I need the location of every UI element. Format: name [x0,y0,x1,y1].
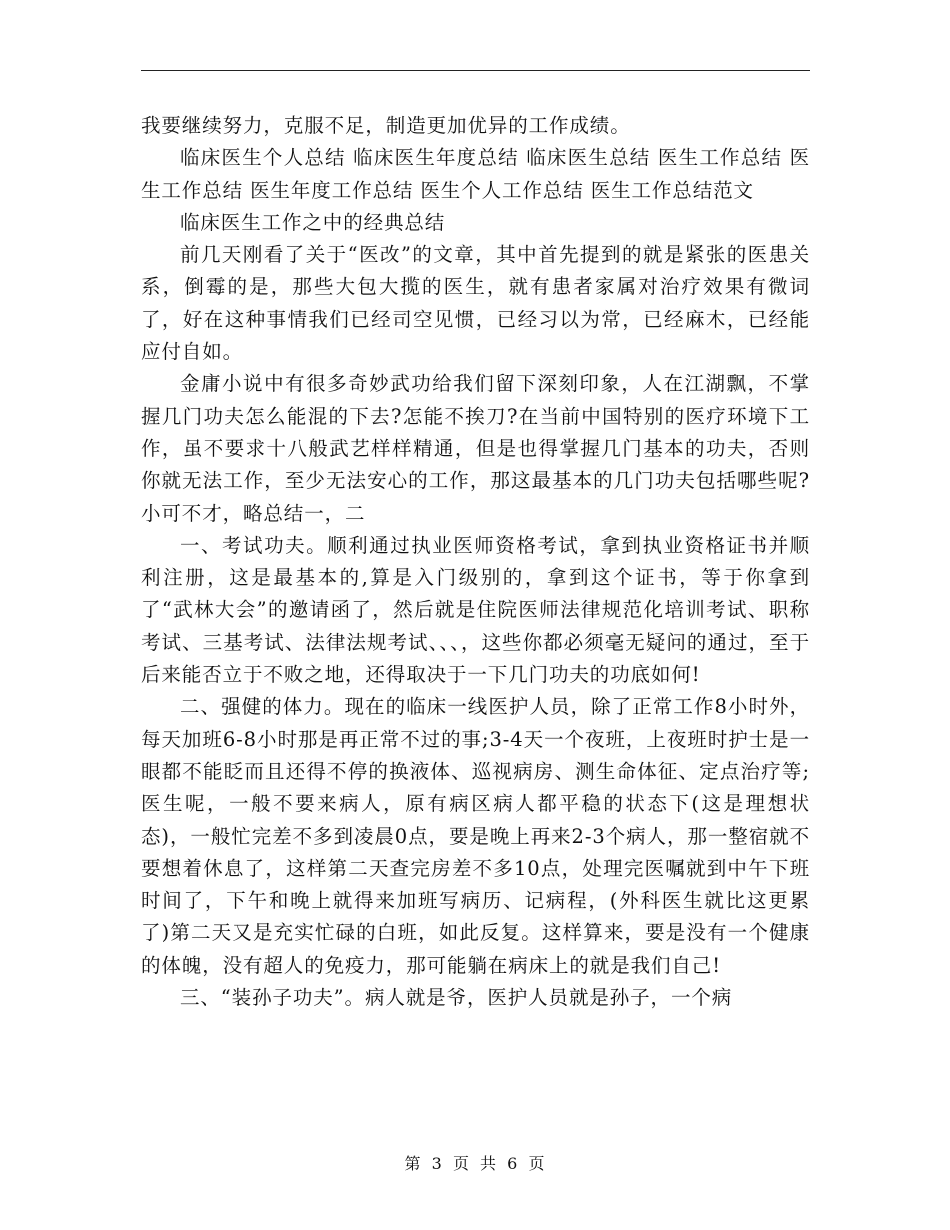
footer-total-word: 共 [480,1154,498,1173]
footer-prefix: 第 [404,1154,422,1173]
paragraph: 我要继续努力，克服不足，制造更加优异的工作成绩。 [141,114,631,137]
section-title: 临床医生工作之中的经典总结 [180,210,446,234]
total-page-count: 6 [507,1154,519,1173]
paragraph: 二、强健的体力。现在的临床一线医护人员，除了正常工作8小时外，每天加班6-8小时那是再正常不过的事;3-4天一个夜班，上夜班时护士是一眼都不能眨而且还得不停的换液体、巡视病房、测生命体征、定点治疗等;医生呢，一般不要来病人，原有病区病人都平稳的状态下(这是理想状态)，一般忙完差不多到凌晨0点，要是晚上再来2-3个病人，那一整宿就不要想着休息了，这样第二天查完房差不多10点，处理完医嘱就到中午下班时间了，下午和晚上就得来加班写病历、记病程，(外科医生就比这更累了)第二天又是充实忙碌的白班，如此反复。这样算来，要是没有一个健康的体魄，没有超人的免疫力，那可能躺在病床上的就是我们自己! [141,695,810,977]
paragraph: 金庸小说中有很多奇妙武功给我们留下深刻印象，人在江湖飘，不掌握几门功夫怎么能混的下去?怎能不挨刀?在当前中国特别的医疗环境下工作，虽不要求十八般武艺样样精通，但是也得掌握几门基本的功夫，否则你就无法工作，至少无法安心的工作，那这最基本的几门功夫包括哪些呢?小可不才，略总结一，二 [141,372,810,525]
footer-page-word: 页 [452,1154,470,1173]
header-rule [141,70,810,71]
document-body [141,110,810,1014]
page-footer [0,1153,950,1175]
footer-suffix: 页 [528,1154,546,1173]
current-page-number: 3 [431,1154,443,1173]
paragraph: 一、考试功夫。顺利通过执业医师资格考试，拿到执业资格证书并顺利注册，这是最基本的,算是入门级别的，拿到这个证书，等于你拿到了“武林大会”的邀请函了，然后就是住院医师法律规范化培训考试、职称考试、三基考试、法律法规考试、、、，这些你都必须毫无疑问的通过，至于后来能否立于不败之地，还得取决于一下几门功夫的功底如何! [141,533,810,687]
paragraph: 临床医生个人总结 临床医生年度总结 临床医生总结 医生工作总结 医生工作总结 医生年度工作总结 医生个人工作总结 医生工作总结范文 [141,146,810,202]
paragraph: 前几天刚看了关于“医改”的文章，其中首先提到的就是紧张的医患关系，倒霉的是，那些大包大揽的医生，就有患者家属对治疗效果有微词了，好在这种事情我们已经司空见惯，已经习以为常，已经麻木，已经能应付自如。 [141,243,810,364]
paragraph: 三、“装孙子功夫”。病人就是爷，医护人员就是孙子，一个病 [180,986,733,1010]
